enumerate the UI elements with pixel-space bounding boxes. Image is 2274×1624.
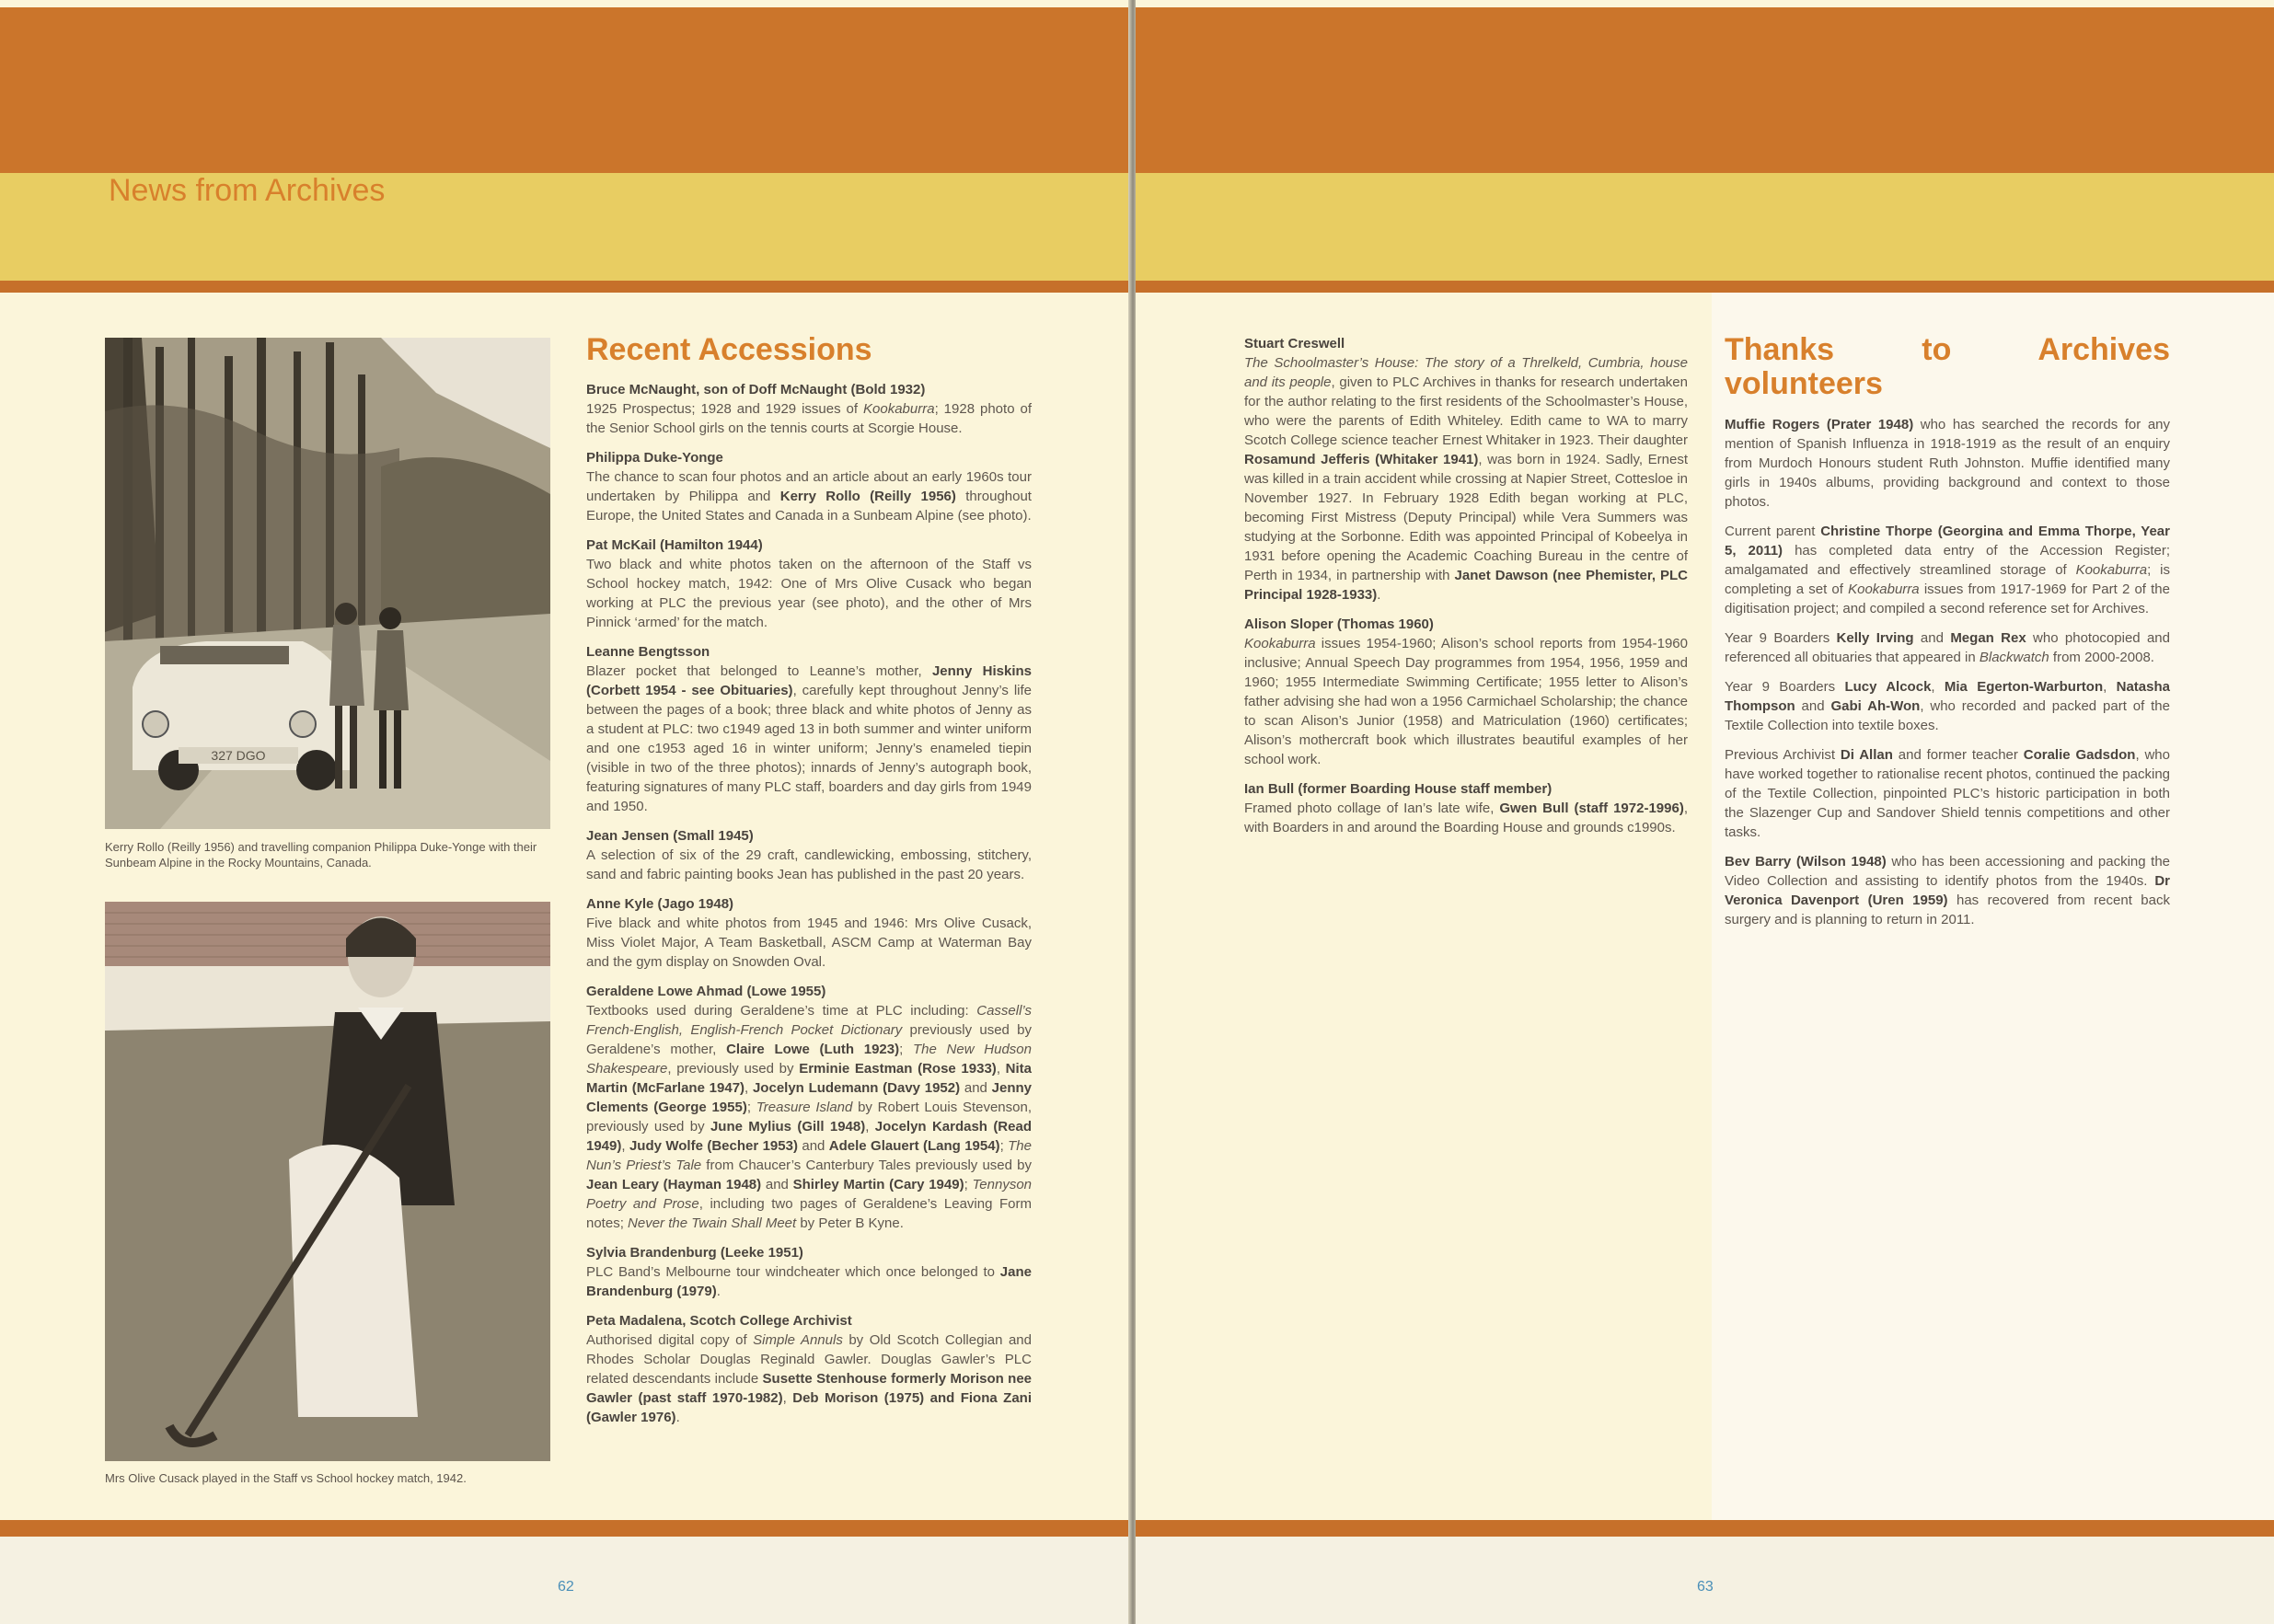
text-run: . [1377,587,1381,603]
text-run: , [621,1138,629,1155]
volunteer-paragraph [1725,415,2170,512]
text-run: ; 1928 photo of the Senior School girls on the tennis courts at Scorgie House. [586,401,1032,437]
text-run: Previous Archivist [1725,746,1841,763]
accession-description [586,467,1032,525]
accession-description [1244,634,1688,769]
page-number-right: 63 [1697,1579,1714,1595]
accession-entry [586,826,1032,884]
header-rule-right [1136,281,2274,293]
text-run: , who recorded and packed part of the Textile Collection into textile boxes. [1725,697,2170,733]
accession-donor: Bruce McNaught, son of Doff McNaught (Bold 1932) [586,382,926,398]
accession-description [586,1262,1032,1301]
text-run: Authorised digital copy of [586,1332,754,1349]
text-run: ; is completing a set of [1725,561,2171,597]
bold-name: Shirley Martin (Cary 1949) [792,1177,964,1193]
italic-title: Never the Twain Shall Meet [628,1215,797,1232]
text-run: issues from 1917-1969 for Part 2 of the digitisation project; and compiled a second reference set for Archives. [1725,581,2170,616]
text-run: , who have worked together to rationalise recent photos, continued the packing of the Textile Collection, pinpointed PLC’s historic participation in both the Slazenger Cup and Sandover Shield tennis competitions and other tasks. [1725,746,2170,840]
italic-title: Blackwatch [1979,649,2049,665]
accession-description [1244,353,1688,605]
bold-name: Jenny Clements (George 1955) [586,1080,1032,1116]
accession-donor: Ian Bull (former Boarding House staff member) [1244,781,1553,797]
bold-name: Susette Stenhouse formerly Morison nee Gawler (past staff 1970-1982) [586,1371,1033,1407]
text-run: issues 1954-1960; Alison’s school reports from 1954-1960 inclusive; Annual Speech Day programmes from 1954, 1956, 1959 and 1960; 1955 Intermediate Swimming Certificate; 1955 letter to Alison’s father advising she had won a 1956 Carmichael Scholarship; the chance to scan Alison’s Junior (1958) and Matriculation (1960) certificates; Alison’s mothercraft book which illustrates beautiful examples of her school work. [1244,636,1688,767]
text-run: who photocopied and referenced all obituaries that appeared in [1725,629,2170,665]
bold-name: Jenny Hiskins (Corbett 1954 - see Obituaries) [586,663,1032,699]
bold-name: Mia Egerton-Warburton [1944,678,2104,695]
text-run: , was born in 1924. Sadly, Ernest was killed in a train accident while crossing at Napier Street, Cottesloe in November 1927. In February 1928 Edith began working at PLC, becoming First Mistress (Deputy Principal) while Vera Summers was studying at the Sorbonne. Edith was appointed Principal of Kobeelya in 1931 before opening the Academic Coaching Bureau in the centre of Perth in 1934, in partnership with [1244,452,1689,583]
accession-description [586,1001,1032,1233]
italic-title: Kookaburra [1848,581,1920,597]
text-run: , previously used by [667,1061,800,1077]
italic-title: Tennyson Poetry and Prose [586,1177,1032,1213]
bold-name: Rosamund Jefferis (Whitaker 1941) [1244,452,1479,467]
text-run: Framed photo collage of Ian’s late wife, [1244,800,1500,816]
text-run: , including two pages of Geraldene’s Leaving Form notes; [586,1196,1032,1232]
bold-name: Judy Wolfe (Becher 1953) [629,1138,798,1155]
bold-name: Muffie Rogers (Prater 1948) [1725,416,1914,432]
text-run: who has been accessioning and packing the Video Collection and assisting to identify photos from the 1940s. [1725,853,2170,889]
bold-name: Bev Barry (Wilson 1948) [1725,853,1887,870]
bold-name: Kerry Rollo (Reilly 1956) [779,489,956,505]
header-rule [0,281,1130,293]
accession-entry [586,448,1032,525]
text-run: who has searched the records for any mention of Spanish Influenza in 1918-1919 as the result of an enquiry from Murdoch Honours student Ruth Johnston. Muffie identified many girls in 1940s albums, providing background and context to those photos. [1725,416,2171,510]
text-run: ; [999,1138,1009,1155]
bold-name: Jean Leary (Hayman 1948) [586,1177,762,1193]
page-number-left: 62 [558,1579,574,1595]
bold-name: June Mylius (Gill 1948) [710,1119,866,1135]
accession-donor: Peta Madalena, Scotch College Archivist [586,1313,852,1330]
bold-name: Jocelyn Kardash (Read 1949) [586,1119,1032,1155]
text-run: , [745,1080,753,1097]
accession-donor: Anne Kyle (Jago 1948) [586,896,734,913]
accession-entry [586,982,1032,1233]
bold-name: Lucy Alcock [1844,678,1932,695]
italic-title: Treasure Island [756,1100,853,1116]
text-run: The chance to scan four photos and an article about an early 1960s tour undertaken by Philippa and [586,469,1032,505]
text-run: , [782,1390,793,1407]
bold-name: Megan Rex [1950,629,2026,646]
svg-text:327 DGO: 327 DGO [211,748,266,763]
bold-name: Coralie Gadsdon [2023,746,2136,763]
recent-accessions-list [586,380,1032,1427]
photo-olive-cusack-hockey [105,902,550,1461]
text-run: Blazer pocket that belonged to Leanne’s mother, [586,663,932,680]
text-run: , carefully kept throughout Jenny’s life between the pages of a book; three black and white photos of Jenny as a student at PLC: two c1949 aged 13 in both summer and winter uniform and one c1953 aged 16 in winter uniform; Jenny’s enameled tiepin (visible in two of the three photos); innards of Jenny’s autograph book, featuring signatures of many PLC staff, boarders and day girls from 1949 and 1950. [586,683,1032,815]
text-run: Textbooks used during Geraldene’s time at PLC including: [586,1003,977,1019]
accession-entry [1244,334,1688,605]
text-run: , [2103,678,2117,695]
text-run: . [716,1284,721,1300]
thanks-title: Thanks to Archives volunteers [1725,332,2170,402]
accession-description [586,399,1032,438]
text-run: and [1795,697,1831,714]
recent-accessions-column [586,333,1032,1437]
text-run: and [761,1177,793,1193]
italic-title: Cassell’s French-English, English-French Pocket Dictionary [586,1003,1032,1039]
accession-entry [586,1243,1032,1301]
bold-name: Kelly Irving [1836,629,1914,646]
text-run: by Peter B Kyne. [796,1215,904,1232]
car-shape [133,641,353,790]
header-band-orange-right [1136,7,2274,173]
text-run: , with Boarders in and around the Boarding House and grounds c1990s. [1244,800,1688,835]
photo-hockey-illustration [105,902,550,1461]
volunteer-paragraph [1725,677,2170,735]
text-run: ; [746,1100,756,1116]
photo-car-illustration [105,338,550,829]
text-run: from Chaucer’s Canterbury Tales previously used by [701,1158,1032,1174]
accession-entry [586,380,1032,438]
text-run: , given to PLC Archives in thanks for research undertaken for the author relating to the first residents of the Schoolmaster’s House, who were the parents of Edith Whiteley. Edith came to WA to marry Scotch College science teacher Ernest Whitaker in 1923. Their daughter [1244,374,1688,448]
text-run: has recovered from recent back surgery and is planning to return in 2011. [1725,892,2170,927]
text-run: previously used by Geraldene’s mother, [586,1022,1032,1058]
accession-entry [586,1311,1032,1427]
bold-name: Natasha Thompson [1725,678,2170,714]
bold-name: Jocelyn Ludemann (Davy 1952) [752,1080,961,1097]
text-run: from 2000-2008. [2049,649,2154,665]
text-run: has completed data entry of the Accession Register; amalgamated and effectively streamlined storage of [1725,542,2170,578]
accession-description [586,846,1032,884]
italic-title: The New Hudson Shakespeare [586,1042,1032,1077]
footer-rule [0,1520,1130,1537]
accession-entry [1244,615,1688,769]
bold-name: Janet Dawson (nee Phemister, PLC Principal 1928-1933) [1244,568,1689,603]
accessions-continued-column [1244,334,1688,847]
footer-rule-right [1136,1520,2274,1537]
text-run: , [996,1061,1006,1077]
text-run: Five black and white photos from 1945 and 1946: Mrs Olive Cusack, Miss Violet Major, A Team Basketball, ASCM Camp at Waterman Bay and the gym display on Snowden Oval. [586,916,1032,971]
italic-title: Simple Annuls [753,1332,843,1349]
volunteer-paragraph [1725,852,2170,929]
accession-donor: Jean Jensen (Small 1945) [586,828,754,845]
italic-title: Kookaburra [2075,561,2148,578]
text-run: Year 9 Boarders [1725,678,1845,695]
italic-title: The Nun’s Priest’s Tale [586,1138,1032,1174]
photo-car-rocky-mountains [105,338,550,829]
bold-name: Claire Lowe (Luth 1923) [726,1042,900,1058]
accession-entry [586,894,1032,972]
bold-name: Jane Brandenburg (1979) [586,1264,1032,1300]
bold-name: Di Allan [1840,746,1893,763]
bold-name: Gwen Bull (staff 1972-1996) [1499,800,1684,816]
text-run: and [797,1138,829,1155]
text-run: and former teacher [1892,746,2024,763]
accession-description [1244,799,1688,837]
bold-name: Christine Thorpe (Georgina and Emma Thorpe, Year 5, 2011) [1725,523,2170,559]
bold-name: Erminie Eastman (Rose 1933) [799,1061,997,1077]
text-run: by Robert Louis Stevenson, previously used by [586,1100,1032,1135]
text-run: by Old Scotch Collegian and Rhodes Scholar Douglas Reginald Gawler. Douglas Gawler’s PLC related descendants include [586,1332,1032,1388]
accession-donor: Philippa Duke-Yonge [586,450,723,466]
bold-name: Adele Glauert (Lang 1954) [828,1138,1000,1155]
accession-donor: Geraldene Lowe Ahmad (Lowe 1955) [586,984,826,1000]
header-band-orange [0,7,1130,173]
text-run: and [1913,629,1951,646]
accessions-continued-list [1244,334,1688,837]
recent-accessions-title: Recent Accessions [586,332,872,367]
photo2-caption: Mrs Olive Cusack played in the Staff vs School hockey match, 1942. [105,1471,467,1485]
thanks-list [1725,415,2170,929]
section-header: News from Archives [109,173,386,208]
header-band-yellow-right [1136,173,2274,281]
thanks-column [1725,333,2170,939]
text-run: and [960,1080,992,1097]
accession-entry [1244,779,1688,837]
bold-name: Nita Martin (McFarlane 1947) [586,1061,1032,1097]
accession-description [586,1330,1032,1427]
italic-title: Kookaburra [863,401,935,418]
italic-title: Kookaburra [1244,636,1316,651]
italic-title: The Schoolmaster’s House: The story of a Threlkeld, Cumbria, house and its people [1244,355,1688,390]
text-run: Two black and white photos taken on the afternoon of the Staff vs School hockey match, 1942: One of Mrs Olive Cusack who began working at PLC the previous year (see photo), and the other of Mrs Pinnick ‘armed’ for the match. [586,557,1032,631]
bold-name: Dr Veronica Davenport (Uren 1959) [1725,872,2170,908]
volunteer-paragraph [1725,745,2170,842]
bold-name: Deb Morison (1975) and Fiona Zani (Gawler 1976) [586,1390,1032,1426]
bold-name: Gabi Ah-Won [1830,697,1921,714]
text-run: ; [964,1177,973,1193]
text-run: Year 9 Boarders [1725,629,1837,646]
volunteer-paragraph [1725,522,2170,618]
text-run: Current parent [1725,523,1821,539]
text-run: , [1931,678,1945,695]
text-run: ; [899,1042,913,1058]
accession-donor: Sylvia Brandenburg (Leeke 1951) [586,1245,803,1261]
accession-donor: Pat McKail (Hamilton 1944) [586,537,763,554]
accession-donor: Alison Sloper (Thomas 1960) [1244,616,1434,632]
accession-description [586,914,1032,972]
photo1-caption: Kerry Rollo (Reilly 1956) and travelling companion Philippa Duke-Yonge with their Sunbeam Alpine in the Rocky Mountains, Canada. [105,840,537,870]
left-page [0,0,1130,1624]
text-run: A selection of six of the 29 craft, candlewicking, embossing, stitchery, sand and fabric painting books Jean has published in the past 20 years. [586,847,1032,883]
text-run: PLC Band’s Melbourne tour windcheater which once belonged to [586,1264,1000,1281]
text-run: . [675,1410,680,1426]
accession-description [586,555,1032,632]
accession-donor: Leanne Bengtsson [586,644,710,661]
volunteer-paragraph [1725,628,2170,667]
accession-description [586,662,1032,816]
accession-entry [586,536,1032,632]
text-run: throughout Europe, the United States and Canada in a Sunbeam Alpine (see photo). [586,489,1032,524]
accession-entry [586,642,1032,816]
text-run: 1925 Prospectus; 1928 and 1929 issues of [586,401,863,418]
accession-donor: Stuart Creswell [1244,336,1345,351]
text-run: , [865,1119,875,1135]
